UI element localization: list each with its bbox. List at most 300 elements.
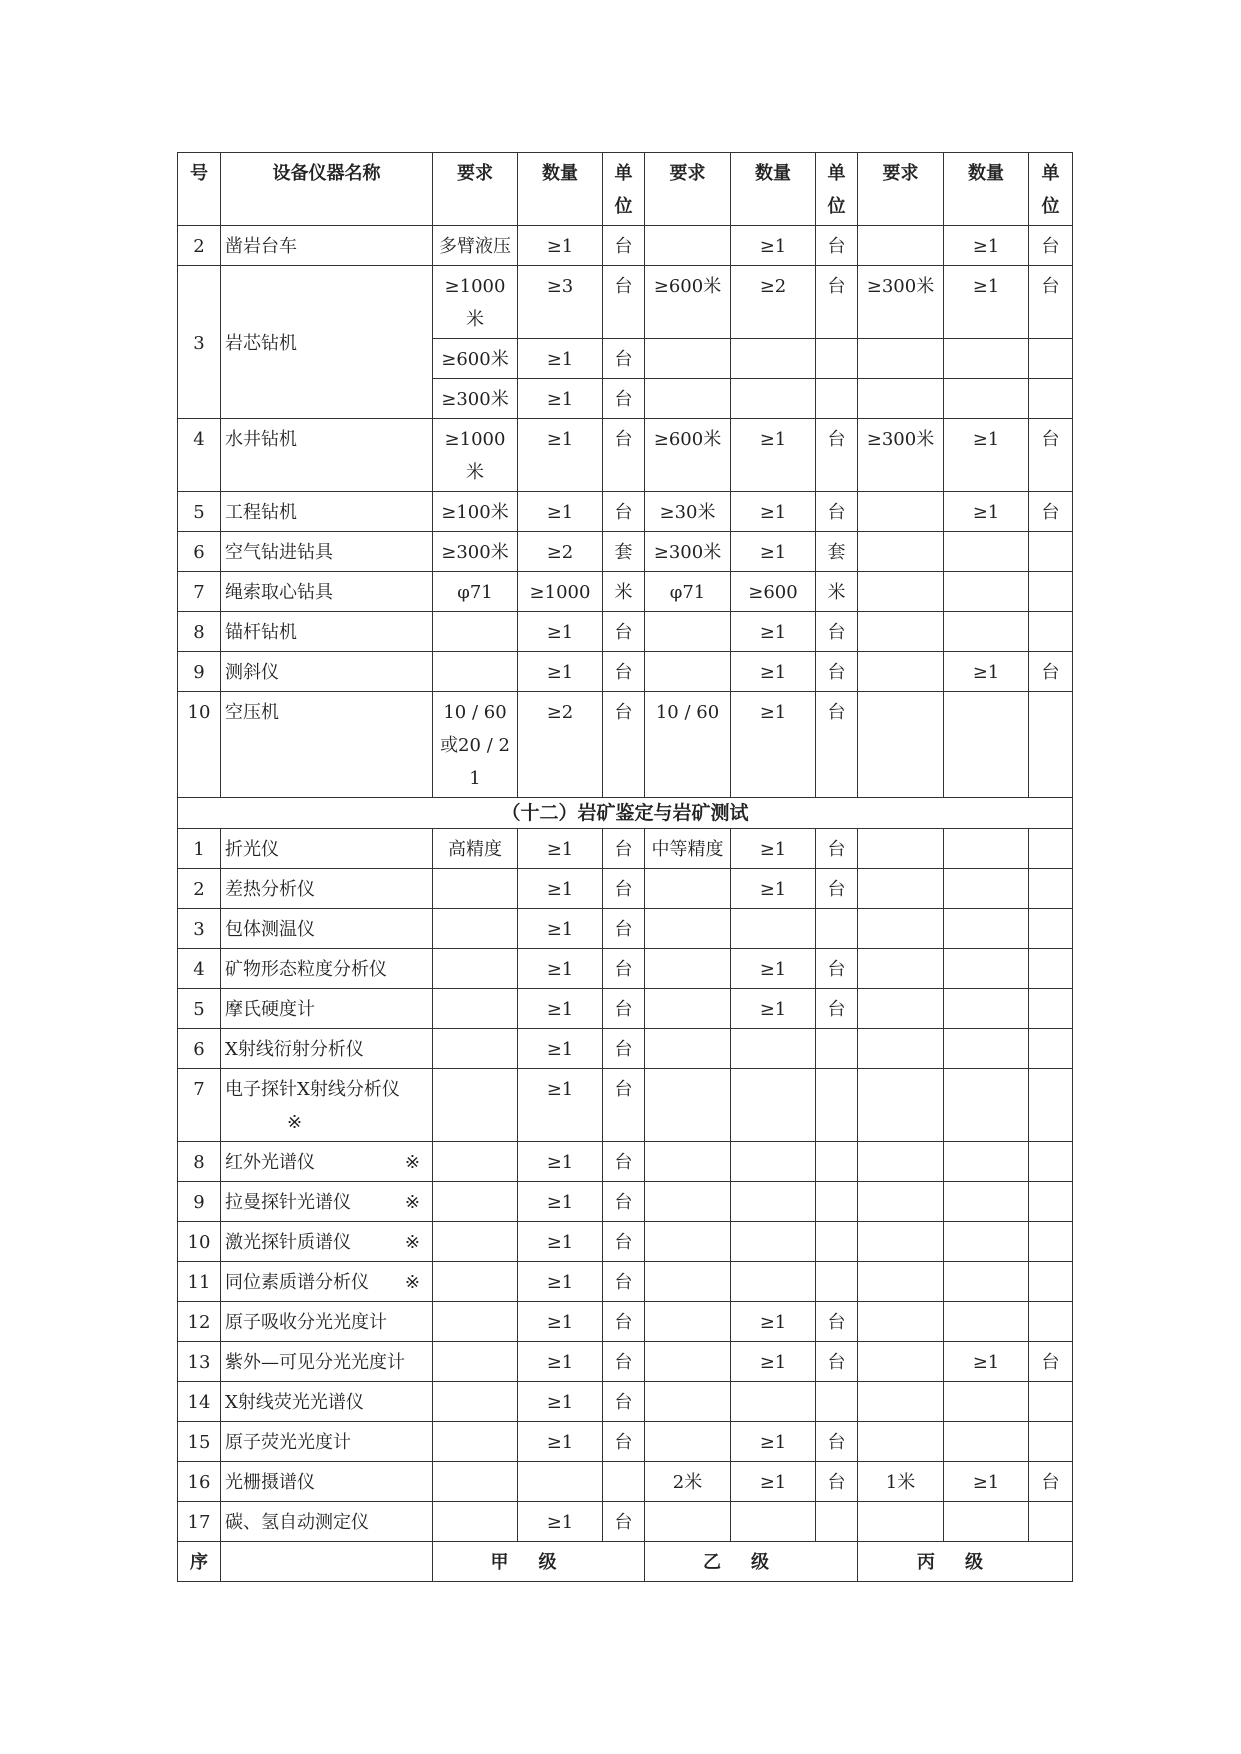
equipment-name-cell [221,1262,433,1302]
table-row [178,1142,1073,1182]
cell-a-unit: 台 [603,1342,645,1382]
cell-c-unit [1029,692,1073,798]
cell-c-unit: 台 [1029,1342,1073,1382]
cell-c-req [858,612,944,652]
cell-b-qty: ≥1 [731,652,816,692]
table-row [178,492,1073,532]
cell-c-unit [1029,572,1073,612]
row-number: 8 [178,612,221,652]
cell-c-unit [1029,1182,1073,1222]
equipment-name: 折光仪 [225,839,279,860]
table-row [178,1502,1073,1542]
cell-a-unit: 台 [603,492,645,532]
cell-b-unit: 套 [816,532,858,572]
equipment-name: 光栅摄谱仪 [225,1472,315,1493]
cell-c-req [858,1029,944,1069]
table-row [178,949,1073,989]
cell-c-req [858,1262,944,1302]
cell-b-unit: 台 [816,492,858,532]
cell-a-unit: 台 [603,1302,645,1342]
cell-b-unit: 台 [816,1462,858,1502]
table-row [178,652,1073,692]
cell-a-unit: 台 [603,869,645,909]
cell-a-unit: 台 [603,909,645,949]
cell-b-req [645,339,731,379]
table-row [178,266,1073,339]
cell-b-unit [816,1262,858,1302]
equipment-name: 拉曼探针光谱仪 [225,1192,351,1213]
row-number: 7 [178,572,221,612]
cell-a-req [433,989,518,1029]
cell-b-unit: 台 [816,612,858,652]
header-a-req: 要求 [433,153,518,226]
row-number: 13 [178,1342,221,1382]
cell-a-unit: 台 [603,419,645,492]
equipment-name: 摩氏硬度计 [225,999,315,1020]
cell-a-req: ≥100米 [433,492,518,532]
cell-b-unit: 台 [816,949,858,989]
cell-b-req [645,379,731,419]
row-number: 5 [178,989,221,1029]
cell-a-unit: 台 [603,226,645,266]
equipment-name: 激光探针质谱仪 [225,1232,351,1253]
equipment-name-cell [221,1182,433,1222]
header-c-unit: 单位 [1029,153,1073,226]
reference-mark: ※ [404,1272,420,1293]
cell-b-qty: ≥1 [731,692,816,798]
row-number: 14 [178,1382,221,1422]
cell-c-qty [944,1222,1029,1262]
cell-b-qty: ≥1 [731,1462,816,1502]
equipment-name-cell [221,1142,433,1182]
cell-c-unit [1029,532,1073,572]
equipment-name: 绳索取心钻具 [221,572,433,612]
equipment-name-cell [221,909,433,949]
cell-a-req: ≥1000米 [433,266,518,339]
row-number: 17 [178,1502,221,1542]
cell-a-req [433,1142,518,1182]
equipment-name: 工程钻机 [221,492,433,532]
cell-c-unit [1029,989,1073,1029]
cell-c-qty [944,572,1029,612]
cell-a-qty: ≥1 [518,989,603,1029]
table-row [178,1029,1073,1069]
equipment-name: 原子荧光光度计 [225,1432,351,1453]
cell-a-unit: 台 [603,612,645,652]
cell-c-qty: ≥1 [944,1462,1029,1502]
cell-c-qty [944,1182,1029,1222]
cell-b-req [645,1142,731,1182]
table-row [178,572,1073,612]
cell-c-req [858,869,944,909]
cell-b-qty: ≥1 [731,612,816,652]
cell-a-qty: ≥1000 [518,572,603,612]
cell-b-qty: ≥1 [731,949,816,989]
cell-b-qty [731,909,816,949]
header-b-unit: 单位 [816,153,858,226]
cell-a-unit: 台 [603,379,645,419]
row-number: 9 [178,1182,221,1222]
cell-c-req [858,1422,944,1462]
cell-b-unit: 台 [816,829,858,869]
table-row [178,869,1073,909]
cell-a-qty: ≥2 [518,692,603,798]
table-row [178,226,1073,266]
cell-b-unit: 台 [816,1422,858,1462]
cell-b-qty [731,1222,816,1262]
row-number: 4 [178,949,221,989]
cell-c-req [858,226,944,266]
cell-c-req [858,1182,944,1222]
cell-b-qty: ≥1 [731,532,816,572]
cell-b-req [645,1382,731,1422]
cell-c-req [858,1382,944,1422]
cell-a-req [433,612,518,652]
equipment-name: 空气钻进钻具 [221,532,433,572]
cell-b-qty [731,1262,816,1302]
cell-a-req [433,1422,518,1462]
cell-b-req [645,949,731,989]
header-a-unit: 单位 [603,153,645,226]
equipment-name: 原子吸收分光光度计 [225,1312,387,1333]
cell-b-unit [816,1382,858,1422]
cell-c-qty [944,692,1029,798]
row-number: 3 [178,266,221,419]
cell-a-unit: 台 [603,1422,645,1462]
cell-c-unit: 台 [1029,492,1073,532]
cell-c-qty [944,949,1029,989]
table-row [178,1262,1073,1302]
cell-b-qty [731,1182,816,1222]
equipment-name-cell [221,1342,433,1382]
table-header-row [178,153,1073,226]
equipment-name-cell [221,1382,433,1422]
cell-b-qty: ≥1 [731,226,816,266]
cell-c-unit [1029,1302,1073,1342]
cell-a-unit: 台 [603,652,645,692]
cell-a-qty: ≥1 [518,1302,603,1342]
cell-c-unit [1029,379,1073,419]
cell-a-unit: 台 [603,989,645,1029]
cell-a-unit: 台 [603,1262,645,1302]
row-number: 11 [178,1262,221,1302]
table-row [178,1422,1073,1462]
equipment-name: 同位素质谱分析仪 [225,1272,369,1293]
cell-b-qty: ≥1 [731,1302,816,1342]
table-row [178,692,1073,798]
cell-b-unit: 台 [816,869,858,909]
cell-a-req: 多臂液压 [433,226,518,266]
equipment-name-cell [221,1422,433,1462]
cell-b-unit [816,1182,858,1222]
cell-b-req [645,1262,731,1302]
cell-a-qty: ≥1 [518,1069,603,1142]
cell-a-unit: 台 [603,1142,645,1182]
cell-c-qty [944,339,1029,379]
cell-b-unit [816,909,858,949]
equipment-name: X射线衍射分析仪 [225,1039,364,1060]
cell-b-req: 2米 [645,1462,731,1502]
table-row [178,419,1073,492]
cell-b-qty: ≥1 [731,1422,816,1462]
cell-a-unit [603,1462,645,1502]
cell-a-req: 高精度 [433,829,518,869]
row-number: 15 [178,1422,221,1462]
cell-b-unit: 台 [816,226,858,266]
cell-b-req [645,652,731,692]
cell-a-req [433,1182,518,1222]
row-number: 5 [178,492,221,532]
equipment-name-cell [221,1222,433,1262]
cell-c-req [858,989,944,1029]
cell-b-qty: ≥1 [731,989,816,1029]
grade-a: 甲级 [433,1542,645,1582]
cell-a-req [433,869,518,909]
cell-a-qty: ≥1 [518,949,603,989]
cell-c-unit [1029,949,1073,989]
cell-c-qty: ≥1 [944,1342,1029,1382]
cell-c-req [858,692,944,798]
cell-b-qty: ≥1 [731,869,816,909]
cell-b-qty [731,1029,816,1069]
cell-b-req: 中等精度 [645,829,731,869]
cell-c-unit: 台 [1029,652,1073,692]
equipment-name-cell [221,1029,433,1069]
table-row [178,909,1073,949]
cell-c-req [858,949,944,989]
equipment-name: 电子探针X射线分析仪 [225,1079,400,1100]
cell-b-qty [731,379,816,419]
cell-c-unit [1029,829,1073,869]
cell-c-unit: 台 [1029,419,1073,492]
cell-a-qty [518,1462,603,1502]
cell-c-req: 1米 [858,1462,944,1502]
header-seq: 序 [178,1542,221,1582]
cell-a-req [433,949,518,989]
grade-c: 丙级 [858,1542,1073,1582]
row-number: 2 [178,226,221,266]
cell-a-req: φ71 [433,572,518,612]
equipment-name-cell [221,949,433,989]
cell-b-req [645,1069,731,1142]
cell-b-req [645,1182,731,1222]
row-number: 10 [178,692,221,798]
cell-a-req [433,1502,518,1542]
cell-a-qty: ≥1 [518,652,603,692]
cell-a-unit: 台 [603,1069,645,1142]
cell-b-qty: ≥1 [731,1342,816,1382]
cell-a-req [433,1382,518,1422]
equipment-name: X射线荧光光谱仪 [225,1392,364,1413]
cell-a-unit: 台 [603,829,645,869]
cell-a-qty: ≥1 [518,1029,603,1069]
cell-b-unit: 台 [816,419,858,492]
cell-b-req [645,1342,731,1382]
cell-b-unit [816,339,858,379]
cell-b-req: ≥300米 [645,532,731,572]
equipment-name: 锚杆钻机 [221,612,433,652]
row-number: 16 [178,1462,221,1502]
cell-a-req: ≥300米 [433,532,518,572]
cell-c-unit [1029,1029,1073,1069]
row-number: 7 [178,1069,221,1142]
equipment-table [177,152,1073,1582]
cell-c-unit: 台 [1029,226,1073,266]
cell-b-unit [816,1222,858,1262]
cell-a-unit: 台 [603,1382,645,1422]
cell-c-unit [1029,612,1073,652]
cell-c-req [858,1222,944,1262]
cell-a-qty: ≥1 [518,1142,603,1182]
cell-c-qty [944,1502,1029,1542]
cell-b-unit: 台 [816,989,858,1029]
header-a-qty: 数量 [518,153,603,226]
row-number: 12 [178,1302,221,1342]
cell-b-req [645,1222,731,1262]
cell-a-req [433,1302,518,1342]
equipment-name: 测斜仪 [221,652,433,692]
cell-b-req [645,989,731,1029]
cell-b-unit: 台 [816,266,858,339]
cell-c-req [858,829,944,869]
header-c-req: 要求 [858,153,944,226]
equipment-name: 碳、氢自动测定仪 [225,1512,369,1533]
cell-a-req [433,1069,518,1142]
cell-b-req: ≥600米 [645,419,731,492]
cell-a-req [433,652,518,692]
cell-a-qty: ≥1 [518,379,603,419]
table-row [178,1222,1073,1262]
cell-a-req: ≥600米 [433,339,518,379]
cell-c-qty [944,379,1029,419]
row-number: 8 [178,1142,221,1182]
cell-a-qty: ≥2 [518,532,603,572]
cell-c-qty [944,909,1029,949]
cell-b-qty: ≥2 [731,266,816,339]
table-row [178,1382,1073,1422]
equipment-name-cell [221,829,433,869]
cell-b-qty: ≥600 [731,572,816,612]
equipment-name: 紫外—可见分光光度计 [225,1352,405,1373]
cell-b-req [645,869,731,909]
cell-c-qty [944,1142,1029,1182]
cell-c-unit [1029,339,1073,379]
row-number: 2 [178,869,221,909]
table-row [178,1182,1073,1222]
grade-b: 乙级 [645,1542,858,1582]
cell-b-qty [731,1382,816,1422]
cell-b-unit: 台 [816,652,858,692]
cell-b-unit: 台 [816,692,858,798]
cell-b-unit [816,1029,858,1069]
cell-a-qty: ≥1 [518,1222,603,1262]
cell-b-req [645,612,731,652]
table-row [178,1069,1073,1142]
cell-c-req [858,1502,944,1542]
equipment-name-cell [221,1502,433,1542]
reference-mark: ※ [287,1112,303,1133]
table-row [178,532,1073,572]
cell-c-qty [944,532,1029,572]
cell-a-req [433,1222,518,1262]
cell-a-unit: 台 [603,692,645,798]
cell-b-req [645,1029,731,1069]
cell-a-unit: 米 [603,572,645,612]
cell-b-req [645,1302,731,1342]
header-no: 号 [178,153,221,226]
cell-c-req: ≥300米 [858,419,944,492]
cell-c-req [858,339,944,379]
cell-b-unit [816,1502,858,1542]
cell-a-req [433,1462,518,1502]
equipment-name: 凿岩台车 [221,226,433,266]
cell-a-req: ≥1000米 [433,419,518,492]
cell-c-req [858,652,944,692]
row-number: 1 [178,829,221,869]
cell-a-qty: ≥1 [518,1342,603,1382]
cell-c-req: ≥300米 [858,266,944,339]
cell-b-req: φ71 [645,572,731,612]
equipment-name-cell [221,1069,433,1142]
header-c-qty: 数量 [944,153,1029,226]
cell-b-qty [731,1142,816,1182]
cell-a-req: 10 / 60或20 / 21 [433,692,518,798]
cell-c-qty [944,829,1029,869]
cell-a-qty: ≥1 [518,829,603,869]
cell-a-qty: ≥1 [518,612,603,652]
cell-c-qty [944,1422,1029,1462]
cell-b-req [645,1422,731,1462]
cell-c-unit [1029,1222,1073,1262]
row-number: 9 [178,652,221,692]
cell-c-unit: 台 [1029,266,1073,339]
cell-a-unit: 台 [603,949,645,989]
cell-a-qty: ≥1 [518,492,603,532]
cell-c-qty: ≥1 [944,492,1029,532]
header-b-qty: 数量 [731,153,816,226]
equipment-name: 水井钻机 [221,419,433,492]
cell-c-unit [1029,1069,1073,1142]
row-number: 6 [178,532,221,572]
cell-c-req [858,379,944,419]
cell-a-qty: ≥1 [518,339,603,379]
cell-a-qty: ≥1 [518,1422,603,1462]
cell-b-qty [731,1069,816,1142]
cell-b-unit: 米 [816,572,858,612]
cell-c-unit [1029,1262,1073,1302]
cell-c-unit [1029,1382,1073,1422]
section-row [178,798,1073,829]
equipment-name-cell [221,1302,433,1342]
cell-b-qty: ≥1 [731,492,816,532]
cell-a-qty: ≥1 [518,1262,603,1302]
cell-a-qty: ≥1 [518,1382,603,1422]
equipment-name: 红外光谱仪 [225,1152,315,1173]
cell-c-qty [944,1262,1029,1302]
row-number: 6 [178,1029,221,1069]
cell-b-unit: 台 [816,1342,858,1382]
cell-b-qty: ≥1 [731,419,816,492]
cell-c-qty: ≥1 [944,419,1029,492]
cell-a-req [433,909,518,949]
cell-b-qty: ≥1 [731,829,816,869]
cell-a-qty: ≥1 [518,869,603,909]
equipment-name: 包体测温仪 [225,919,315,940]
cell-a-qty: ≥3 [518,266,603,339]
cell-c-req [858,1069,944,1142]
equipment-name: 空压机 [221,692,433,798]
cell-b-req: 10 / 60 [645,692,731,798]
